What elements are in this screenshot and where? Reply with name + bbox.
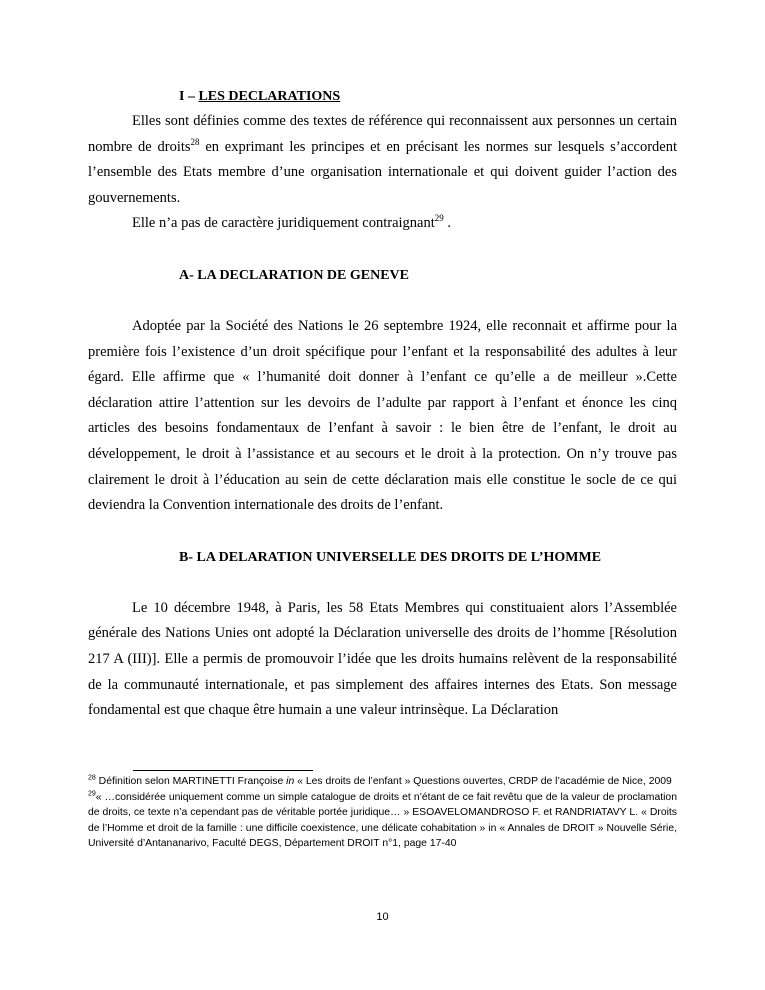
page-body bbox=[88, 84, 677, 724]
footnote-text: Définition selon MARTINETTI Françoise bbox=[95, 776, 287, 787]
intro-p1-text-end: en exprimant les principes et en précisant les normes sur lesquels s’accordent l’ensemble des Etats membre d’une organisation internationale et qui doivent guider l’action des gouvernements. bbox=[88, 138, 677, 206]
section-b-paragraph: Le 10 décembre 1948, à Paris, les 58 Etats Membres qui constituaient alors l’Assemblée générale des Nations Unies ont adopté la Déclaration universelle des droits de l’homme [Résolution 217 A (III)]. Elle a permis de promouvoir l’idée que les droits humains relèvent de la responsabilité de la communauté internationale, et pas simplement des affaires internes des Etats. Son message fondamental est que chaque être humain a une valeur intrinsèque. La Déclaration bbox=[88, 599, 677, 719]
intro-paragraph-1 bbox=[88, 109, 677, 211]
footnote-text: « Les droits de l’enfant » Questions ouvertes, CRDP de l’académie de Nice, 2009 bbox=[294, 776, 672, 787]
footnote-28 bbox=[88, 774, 677, 790]
footnote-number: 29 bbox=[88, 790, 96, 798]
intro-p2-text-end: . bbox=[443, 215, 451, 232]
section-a-paragraph: Adoptée par la Société des Nations le 26 septembre 1924, elle reconnait et affirme pour la première fois l’existence d’un droit spécifique pour l’enfant et la responsabilité des adultes à leur égard. Elle affirme que « l’humanité doit donner à l’enfant ce qu’elle a de meilleur ».Cette déclaration attire l’attention sur les devoirs de l’adulte par rapport à l’enfant et énonce les cinq articles des besoins fondamentaux de l’enfant à savoir : le bien être de l’enfant, le droit au développement, le droit à l’assistance et au secours et le droit à la protection. On n’y trouve pas clairement le droit à l’éducation au sein de cette déclaration mais elle constitue le socle de ce qui deviendra la Convention internationale des droits de l’enfant. bbox=[88, 317, 677, 514]
intro-p1-text-start: Elles sont définies comme des textes de référence qui reconnaissent aux personnes un certain nombre de droits bbox=[88, 113, 677, 155]
footnote-29 bbox=[88, 790, 677, 852]
footnote-ref-29[interactable]: 29 bbox=[434, 213, 444, 224]
footnote-number: 28 bbox=[88, 774, 96, 782]
footnote-italic: in bbox=[286, 776, 295, 787]
footnote-text: « …considérée uniquement comme un simple catalogue de droits et n’étant de ce fait revêtu que de la valeur de proclamation de droits, ce texte n’a cependant pas de véritable portée juridique… » ESOAVELOMANDROSO F. et RANDRIATAVY L. « Droits de l’Homme et droit de la famille : une difficile coexistence, une délicate cohabitation » in « Annales de DROIT » Nouvelle Série, Université d’Antananarivo, Faculté DEGS, Département DROIT n°1, page 17-40 bbox=[88, 791, 677, 850]
footnote-ref-28[interactable]: 28 bbox=[190, 136, 200, 147]
footnotes bbox=[88, 774, 677, 852]
section-title bbox=[179, 84, 677, 109]
section-a-heading: A- LA DECLARATION DE GENEVE bbox=[179, 267, 409, 283]
section-title-prefix: I – bbox=[179, 89, 199, 104]
page-number: 10 bbox=[376, 911, 389, 923]
section-b-heading: B- LA DELARATION UNIVERSELLE DES DROITS DE L’HOMME bbox=[179, 549, 602, 565]
intro-p2-text-start: Elle n’a pas de caractère juridiquement contraignant bbox=[132, 215, 435, 232]
section-title-underlined: LES DECLARATIONS bbox=[198, 89, 341, 104]
footnote-separator bbox=[133, 770, 313, 771]
intro-paragraph-2 bbox=[88, 211, 677, 237]
